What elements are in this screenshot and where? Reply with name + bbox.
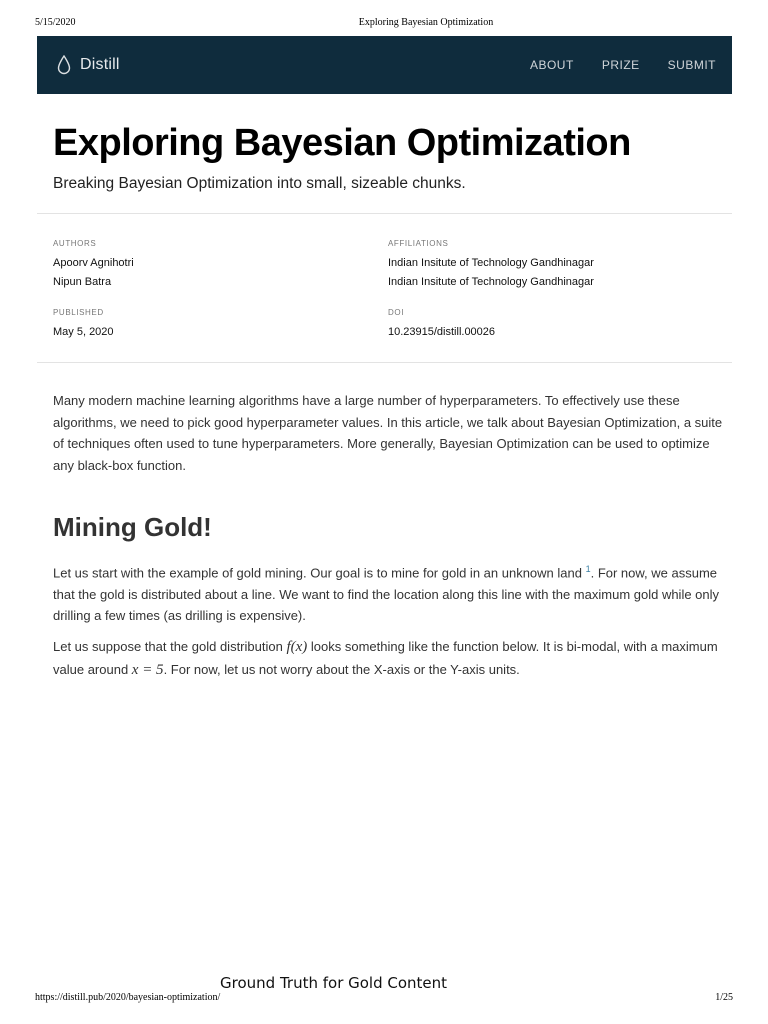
- figure-title: Ground Truth for Gold Content: [220, 974, 448, 992]
- doi-label: DOI: [388, 308, 405, 317]
- section-paragraph: [53, 559, 723, 627]
- math-fx: f(x): [286, 639, 308, 655]
- paragraph-text: Let us suppose that the gold distribution: [53, 639, 287, 654]
- section-heading-mining-gold: Mining Gold!: [53, 512, 212, 542]
- print-footer: [0, 992, 768, 1006]
- nav-about-link[interactable]: ABOUT: [529, 58, 574, 72]
- distill-navbar: [37, 36, 732, 94]
- byline-top-divider: [37, 213, 732, 214]
- doi-value[interactable]: 10.23915/distill.00026: [388, 326, 496, 338]
- article-subtitle: Breaking Bayesian Optimization into small, sizeable chunks.: [53, 175, 466, 192]
- paragraph-text: Let us start with the example of gold mining. Our goal is to mine for gold in an unknown land: [53, 565, 586, 581]
- print-url: https://distill.pub/2020/bayesian-optimization/: [35, 992, 221, 1003]
- math-x-equals-5: x = 5: [131, 661, 164, 678]
- print-header: [0, 17, 768, 31]
- affiliations-label: AFFILIATIONS: [388, 239, 449, 248]
- brand-name: Distill: [80, 56, 120, 73]
- print-page-number: 1/25: [715, 992, 733, 1003]
- nav-submit-link[interactable]: SUBMIT: [667, 58, 716, 72]
- intro-paragraph: Many modern machine learning algorithms have a large number of hyperparameters. To effectively use these algorithms, we need to pick good hyperparameter values. In this article, we talk about Bayesian Optimization, a suite of techniques often used to tune hyperparameters. More generally, Bayesian Optimization can be used to optimize any black-box function.: [53, 393, 723, 473]
- byline-bottom-divider: [37, 362, 732, 363]
- droplet-logo-icon: [57, 55, 71, 75]
- published-label: PUBLISHED: [53, 308, 104, 317]
- nav-prize-link[interactable]: PRIZE: [601, 58, 640, 72]
- authors-label: AUTHORS: [53, 239, 97, 248]
- published-date: May 5, 2020: [53, 326, 114, 338]
- footnote-marker[interactable]: 1: [585, 564, 591, 574]
- section-paragraph: [53, 636, 723, 681]
- print-title: Exploring Bayesian Optimization: [358, 17, 494, 28]
- paragraph-text: . For now, let us not worry about the X-axis or the Y-axis units.: [163, 661, 520, 677]
- brand-link[interactable]: [57, 36, 120, 94]
- author-name[interactable]: Apoorv Agnihotri: [53, 257, 134, 269]
- article-title: Exploring Bayesian Optimization: [53, 122, 631, 164]
- nav-links: [502, 36, 716, 94]
- affiliation-name[interactable]: Indian Insitute of Technology Gandhinagar: [388, 257, 594, 269]
- print-date: 5/15/2020: [35, 17, 76, 28]
- paragraph-text: . For now, we assume that the gold is distributed about a line. We want to find the location along this line with the maximum gold while only drilling a few times (as drilling is expensive).: [53, 565, 720, 624]
- author-name[interactable]: Nipun Batra: [53, 276, 112, 288]
- paragraph-text: looks something like the function below. It is bi-modal, with a maximum value around: [53, 639, 718, 677]
- affiliation-name[interactable]: Indian Insitute of Technology Gandhinagar: [388, 276, 594, 288]
